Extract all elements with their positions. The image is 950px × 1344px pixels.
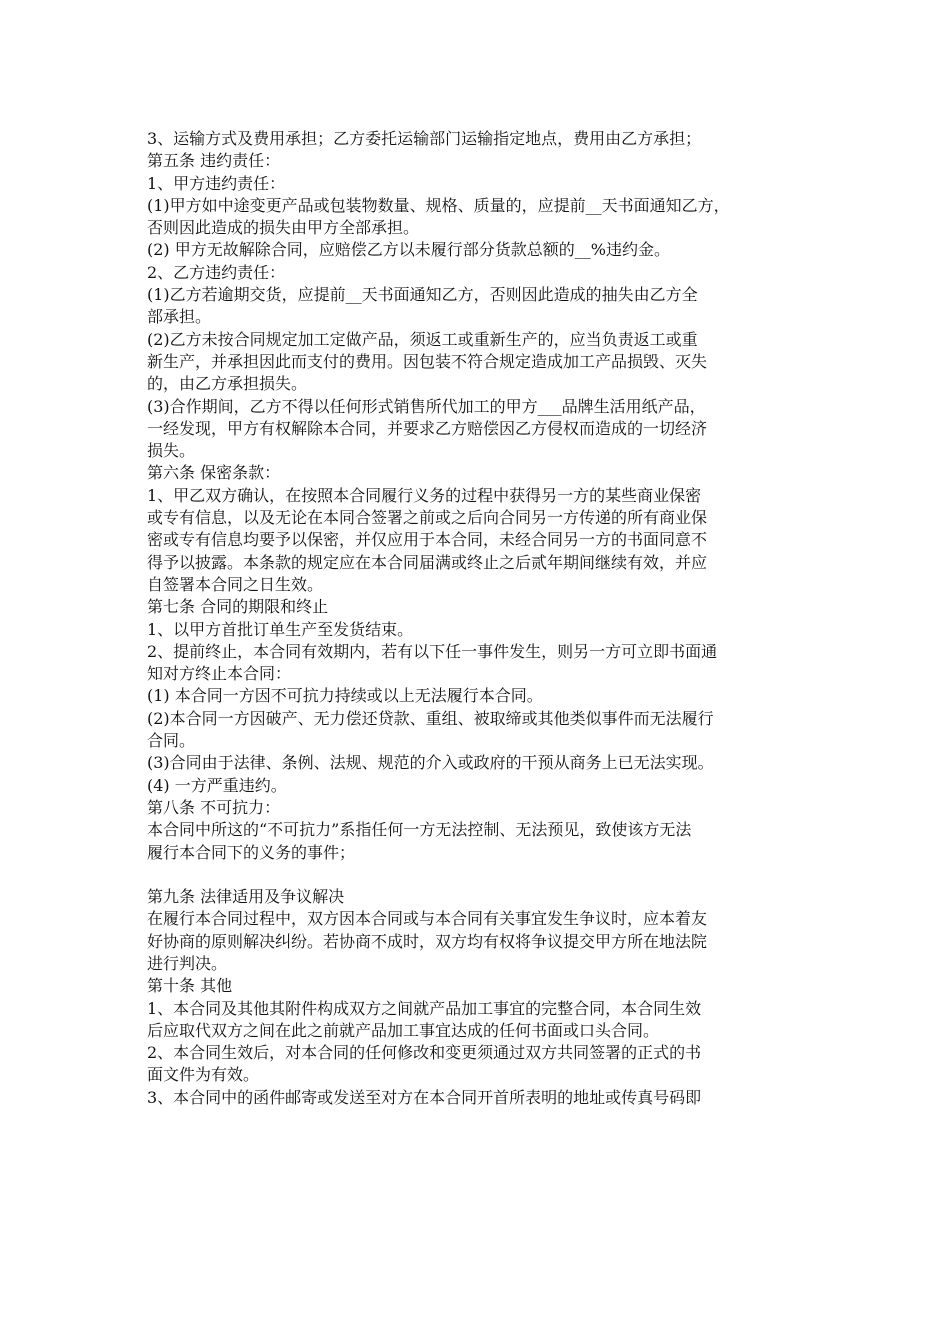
text-line: 自签署本合同之日生效。: [147, 574, 324, 594]
text-line: 好协商的原则解决纠纷。若协商不成时，双方均有权将争议提交甲方所在地法院: [147, 931, 708, 951]
text-line: 进行判决。: [147, 953, 228, 973]
document-body: [147, 128, 815, 1109]
text-line: 后应取代双方之间在此之前就产品加工事宜达成的任何书面或口头合同。: [147, 1020, 660, 1040]
text-line: 本合同中所这的“不可抗力”系指任何一方无法控制、无法预见，致使该方无法: [147, 820, 692, 840]
text-line: 1、甲方违约责任：: [147, 173, 286, 193]
text-line: 新生产，并承担因此而支付的费用。因包装不符合规定造成加工产品损毁、灭失: [147, 351, 708, 371]
text-line: 一经发现，甲方有权解除本合同，并要求乙方赔偿因乙方侵权而造成的一切经济: [147, 418, 708, 438]
text-line: 损失。: [147, 441, 196, 461]
text-line: (1)乙方若逾期交货，应提前__天书面通知乙方，否则因此造成的抽失由乙方全: [147, 285, 698, 305]
text-line: 的，由乙方承担损失。: [147, 374, 308, 394]
text-line: 否则因此造成的损失由甲方全部承担。: [147, 218, 420, 238]
text-line: 或专有信息，以及无论在本同合签署之前或之后向合同另一方传递的所有商业保: [147, 508, 708, 528]
text-line: 1、以甲方首批订单生产至发货结束。: [147, 619, 414, 639]
text-line: (1) 本合同一方因不可抗力持续或以上无法履行本合同。: [147, 686, 543, 706]
text-line: 知对方终止本合同：: [147, 664, 292, 684]
text-line: (2) 甲方无故解除合同，应赔偿乙方以未履行部分货款总额的__%违约金。: [147, 240, 670, 260]
text-line: 3、运输方式及费用承担；乙方委托运输部门运输指定地点，费用由乙方承担；: [147, 129, 702, 148]
text-line: 3、本合同中的函件邮寄或发送至对方在本合同开首所表明的地址或传真号码即: [147, 1087, 702, 1107]
text-line: 第六条 保密条款：: [147, 463, 281, 483]
text-line: 履行本合同下的义务的事件；: [147, 842, 356, 862]
text-line: 面文件为有效。: [147, 1065, 260, 1085]
blank-line: [147, 864, 815, 886]
text-line: (4) 一方严重违约。: [147, 775, 287, 795]
text-line: (2)乙方未按合同规定加工定做产品，须返工或重新生产的，应当负责返工或重: [147, 329, 698, 349]
text-line: 2、乙方违约责任：: [147, 262, 286, 282]
text-line: 合同。: [147, 731, 196, 751]
text-line: 部承担。: [147, 307, 212, 327]
text-line: 得予以披露。本条款的规定应在本合同届满或终止之后贰年期间继续有效，并应: [147, 552, 708, 572]
text-line: 密或专有信息均要予以保密，并仅应用于本合同，未经合同另一方的书面同意不: [147, 530, 708, 550]
text-line: 第八条 不可抗力：: [147, 797, 281, 817]
text-line: 在履行本合同过程中，双方因本合同或与本合同有关事宜发生争议时，应本着友: [147, 909, 708, 929]
text-line: (3)合同由于法律、条例、法规、规范的介入或政府的干预从商务上已无法实现。: [147, 753, 714, 773]
text-line: (2)本合同一方因破产、无力偿还贷款、重组、被取缔或其他类似事件而无法履行: [147, 708, 714, 728]
text-line: (1)甲方如中途变更产品或包装物数量、规格、质量的，应提前__天书面通知乙方，: [147, 195, 730, 215]
text-line: 1、甲乙双方确认，在按照本合同履行义务的过程中获得另一方的某些商业保密: [147, 485, 702, 505]
text-line: 第十条 其他: [147, 976, 233, 996]
text-line: 第九条 法律适用及争议解决: [147, 887, 345, 907]
text-line: (3)合作期间，乙方不得以任何形式销售所代加工的甲方___品牌生活用纸产品，: [147, 396, 706, 416]
text-line: 2、提前终止，本合同有效期内，若有以下任一事件发生，则另一方可立即书面通: [147, 641, 718, 661]
text-line: 第七条 合同的期限和终止: [147, 597, 329, 617]
text-line: 2、本合同生效后，对本合同的任何修改和变更须通过双方共同签署的正式的书: [147, 1043, 702, 1063]
text-line: 1、本合同及其他其附件构成双方之间就产品加工事宜的完整合同，本合同生效: [147, 998, 702, 1018]
text-line: 第五条 违约责任：: [147, 151, 281, 171]
